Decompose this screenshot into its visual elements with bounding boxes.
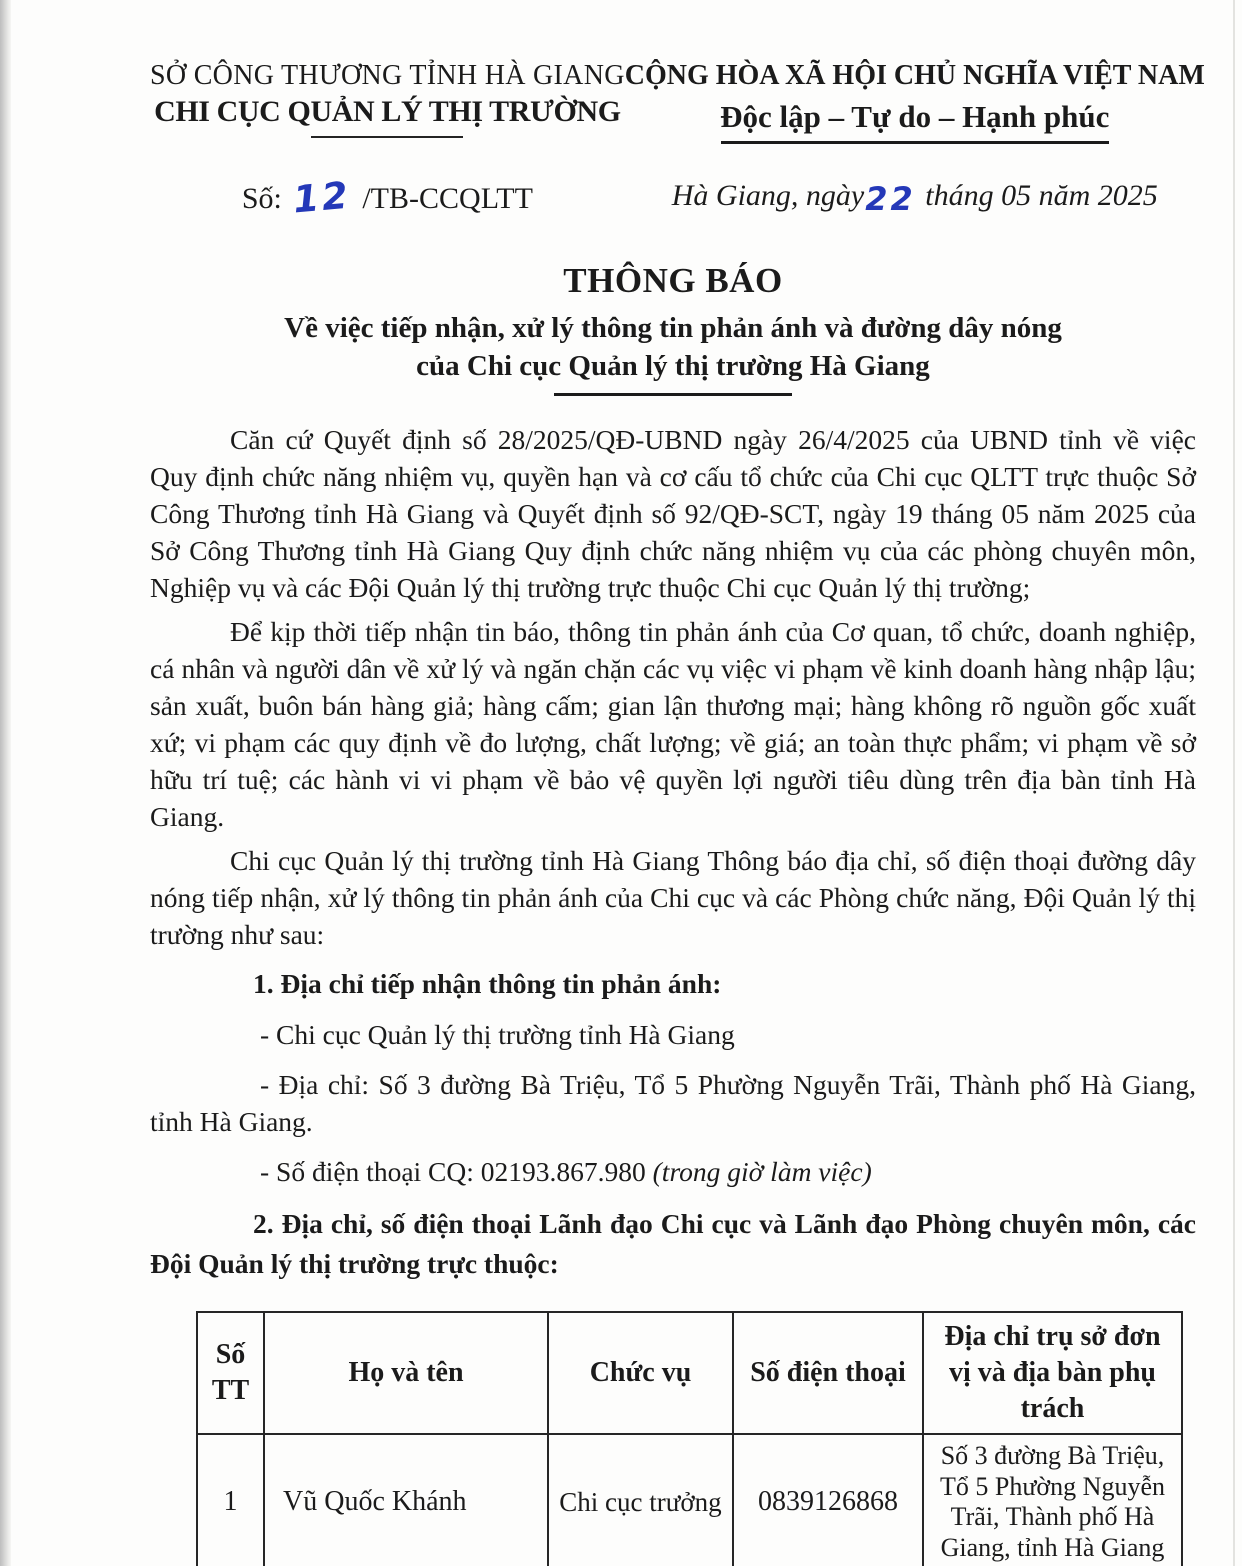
- paragraph-legal-basis: Căn cứ Quyết định số 28/2025/QĐ-UBND ngày 26/4/2025 của UBND tỉnh về việc Quy định chức năng nhiệm vụ, quyền hạn và cơ cấu tổ chức của Chi cục QLTT trực thuộc Sở Công Thương tỉnh Hà Giang và Quyết định số 92/QĐ-SCT, ngày 19 tháng 05 năm 2025 của Sở Công Thương tỉnh Hà Giang Quy định chức năng nhiệm vụ của các phòng chuyên môn, Nghiệp vụ và các Đội Quản lý thị trường trực thuộc Chi cục Quản lý thị trường;: [150, 424, 1196, 603]
- col-header-stt: Số TT: [197, 1312, 264, 1434]
- org-underline: [311, 136, 463, 138]
- contacts-table: [196, 1311, 1183, 1566]
- doc-number-suffix: /TB-CCQLTT: [362, 182, 533, 215]
- date-day-handwritten: 22: [865, 180, 916, 218]
- section1-item-phone: [150, 1153, 1196, 1190]
- phone-working-hours-note: (trong giờ làm việc): [652, 1156, 872, 1187]
- national-header-block: [625, 60, 1205, 217]
- col-header-position: Chức vụ: [548, 1312, 733, 1434]
- cell-name: Vũ Quốc Khánh: [264, 1434, 548, 1566]
- table-header-row: [197, 1312, 1182, 1434]
- notice-subtitle-line2: của Chi cục Quản lý thị trường Hà Giang: [416, 350, 930, 382]
- place-date-line: [625, 175, 1205, 218]
- section2-heading: 2. Địa chỉ, số điện thoại Lãnh đạo Chi cục và Lãnh đạo Phòng chuyên môn, các Đội Quản lý thị trường trực thuộc:: [150, 1208, 1196, 1279]
- cell-phone: 0839126868: [733, 1434, 923, 1566]
- section1-heading: 1. Địa chỉ tiếp nhận thông tin phản ánh:: [253, 968, 722, 999]
- phone-number-text: - Số điện thoại CQ: 02193.867.980: [260, 1156, 653, 1187]
- org-name: CHI CỤC QUẢN LÝ THỊ TRƯỜNG: [154, 95, 621, 128]
- col-header-name: Họ và tên: [264, 1312, 548, 1434]
- doc-number-handwritten: 12: [291, 173, 353, 222]
- table-row: [197, 1434, 1182, 1566]
- col-header-address: Địa chỉ trụ sở đơn vị và địa bàn phụ trách: [923, 1312, 1182, 1434]
- doc-number-line: [150, 173, 625, 222]
- place-date-suffix: tháng 05 năm 2025: [925, 179, 1158, 212]
- org-parent-name: SỞ CÔNG THƯƠNG TỈNH HÀ GIANG: [150, 60, 625, 91]
- col-header-phone: Số điện thoại: [733, 1312, 923, 1434]
- paragraph-announcement: Chi cục Quản lý thị trường tỉnh Hà Giang Thông báo địa chỉ, số điện thoại đường dây nóng tiếp nhận, xử lý thông tin phản ánh của Chi cục và các Phòng chức năng, Đội Quản lý thị trường như sau:: [150, 845, 1196, 950]
- cell-position: Chi cục trưởng: [548, 1434, 733, 1566]
- subtitle-underline: [554, 393, 792, 396]
- notice-subtitle: [150, 309, 1196, 385]
- document-body: [150, 421, 1196, 1284]
- notice-subtitle-line1: Về việc tiếp nhận, xử lý thông tin phản ánh và đường dây nóng: [284, 312, 1062, 344]
- cell-address: Số 3 đường Bà Triệu, Tổ 5 Phường Nguyễn Trãi, Thành phố Hà Giang, tỉnh Hà Giang: [923, 1434, 1182, 1566]
- motto-underline: [721, 141, 1109, 144]
- document-content: [150, 60, 1205, 1566]
- place-date-prefix: Hà Giang, ngày: [671, 179, 865, 212]
- section1-item-unit: - Chi cục Quản lý thị trường tỉnh Hà Giang: [260, 1019, 735, 1050]
- title-block: [150, 261, 1196, 396]
- doc-number-label: Số:: [241, 182, 282, 215]
- national-motto: Độc lập – Tự do – Hạnh phúc: [720, 99, 1110, 134]
- issuing-org-block: [150, 60, 625, 222]
- section1-item-address: - Địa chỉ: Số 3 đường Bà Triệu, Tổ 5 Phường Nguyễn Trãi, Thành phố Hà Giang, tỉnh Hà Giang.: [150, 1069, 1196, 1137]
- paragraph-purpose: Để kịp thời tiếp nhận tin báo, thông tin phản ánh của Cơ quan, tổ chức, doanh nghiệp, cá nhân và người dân về xử lý và ngăn chặn các vụ việc vi phạm về kinh doanh hàng nhập lậu; sản xuất, buôn bán hàng giả; hàng cấm; gian lận thương mại; hàng không rõ nguồn gốc xuất xứ; vi phạm các quy định về đo lượng, chất lượng; về giá; an toàn thực phẩm; vi phạm về sở hữu trí tuệ; các hành vi vi phạm về bảo vệ quyền lợi người tiêu dùng trên địa bàn tỉnh Hà Giang.: [150, 616, 1196, 832]
- scan-edge-left: [0, 0, 11, 1566]
- notice-title: THÔNG BÁO: [563, 261, 783, 300]
- document-header: [150, 60, 1205, 222]
- scan-edge-right: [1233, 0, 1235, 1566]
- country-name: CỘNG HÒA XÃ HỘI CHỦ NGHĨA VIỆT NAM: [624, 60, 1205, 91]
- cell-stt: 1: [197, 1434, 264, 1566]
